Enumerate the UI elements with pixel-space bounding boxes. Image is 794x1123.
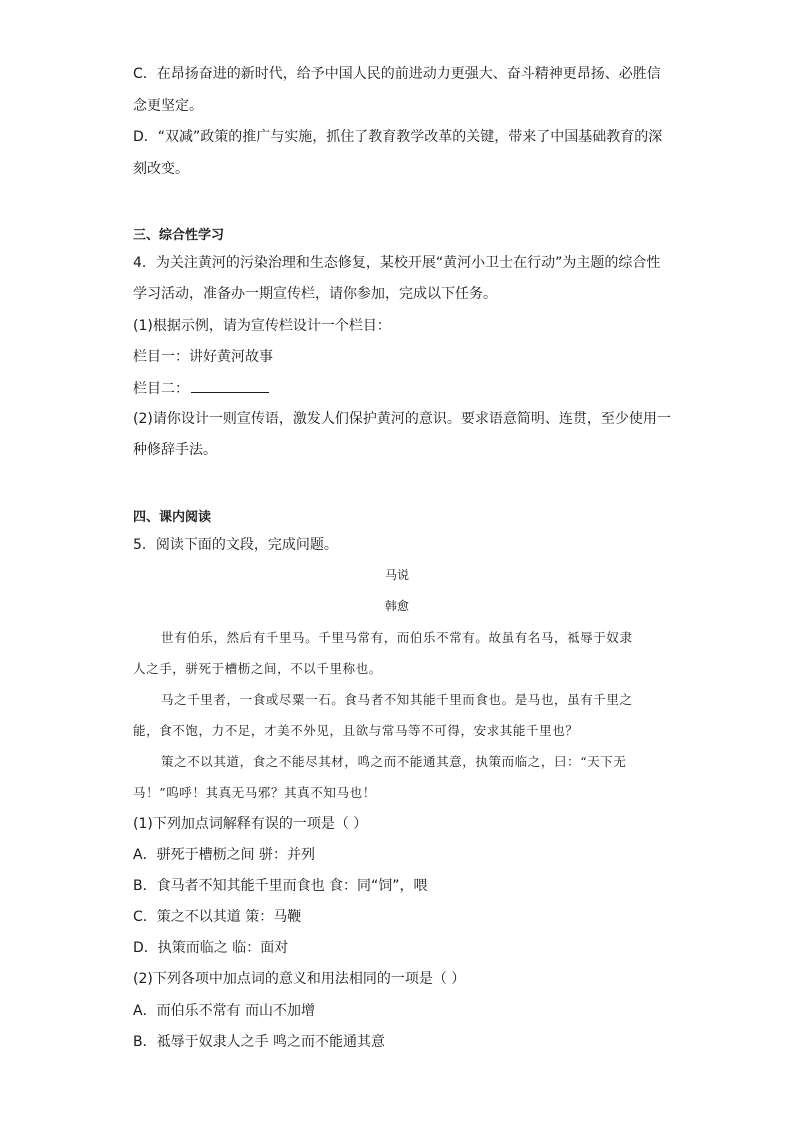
section-heading-text-reading: 四、课内阅读 [133, 510, 212, 525]
subquestion-2-line-2: 种修辞手法。 [133, 442, 217, 458]
option-d-line-2: 刻改变。 [133, 161, 189, 177]
passage-p1-line-2: 人之手，骈死于槽枥之间，不以千里称也。 [133, 661, 382, 676]
column-one: 栏目一：讲好黄河故事 [133, 349, 273, 365]
subquestion-1: (1)根据示例，请为宣传栏设计一个栏目： [133, 318, 391, 334]
option-c-line-1: C．在昂扬奋进的新时代，给予中国人民的前进动力更强大、奋斗精神更昂扬、必胜信 [133, 66, 661, 82]
passage-p2-line-2: 能，食不饱，力不足，才美不外见，且欲与常马等不可得，安求其能千里也？ [133, 723, 579, 738]
option-2-a: A．而伯乐不常有 而山不加增 [133, 1003, 316, 1019]
passage-author: 韩愈 [384, 599, 409, 613]
passage-p2-line-1: 马之千里者，一食或尽粟一石。食马者不知其能千里而食也。是马也，虽有千里之 [161, 692, 633, 707]
option-c: C．策之不以其道 策：马鞭 [133, 909, 302, 925]
passage-p1-line-1: 世有伯乐，然后有千里马。千里马常有，而伯乐不常有。故虽有名马，祗辱于奴隶 [161, 630, 633, 645]
reading-subquestion-2: (2)下列各项中加点词的意义和用法相同的一项是（ ） [133, 971, 466, 987]
column-two-label: 栏目二： [133, 381, 189, 397]
passage-title: 马说 [384, 568, 409, 582]
question-4-line-1: 4．为关注黄河的污染治理和生态修复，某校开展“黄河小卫士在行动”为主题的综合性 [133, 255, 661, 271]
option-d-line-1: D．“双减”政策的推广与实施，抓住了教育教学改革的关键，带来了中国基础教育的深 [133, 129, 663, 145]
reading-subquestion-1: (1)下列加点词解释有误的一项是（ ） [133, 816, 368, 832]
option-2-b: B．祗辱于奴隶人之手 鸣之而不能通其意 [133, 1034, 386, 1050]
column-two [133, 378, 269, 399]
option-c-line-2: 念更坚定。 [133, 98, 203, 114]
section-heading-comprehensive-study: 三、综合性学习 [133, 228, 225, 243]
option-a: A．骈死于槽枥之间 骈：并列 [133, 847, 316, 863]
answer-blank[interactable] [191, 378, 269, 393]
option-d: D．执策而临之 临：面对 [133, 940, 289, 956]
passage-p3-line-1: 策之不以其道，食之不能尽其材，鸣之而不能通其意，执策而临之，曰：“天下无 [161, 754, 627, 769]
option-b: B．食马者不知其能千里而食也 食：同“饲”，喂 [133, 878, 428, 894]
subquestion-2-line-1: (2)请你设计一则宣传语，激发人们保护黄河的意识。要求语意简明、连贯，至少使用一 [133, 411, 671, 427]
passage-p3-line-2: 马！”呜呼！其真无马邪？其真不知马也！ [133, 785, 376, 800]
question-4-line-2: 学习活动，准备办一期宣传栏，请你参加，完成以下任务。 [133, 286, 497, 302]
question-5: 5．阅读下面的文段，完成问题。 [133, 537, 338, 553]
